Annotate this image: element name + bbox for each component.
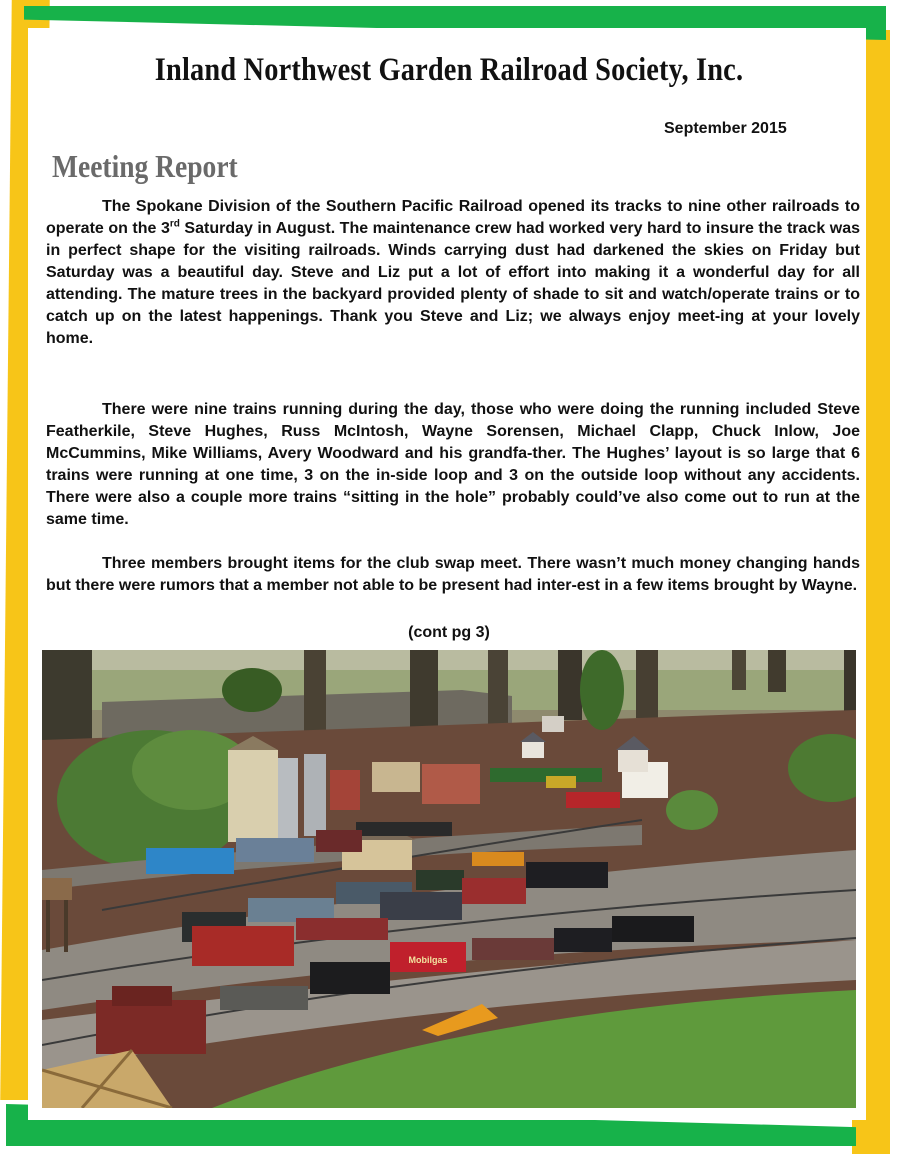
- paragraph-3-text: Three members brought items for the club swap meet. There wasn’t much money changing hands but there were rumors that a member not able to be present had inter-est in a few items brought by Wayne.: [46, 555, 860, 594]
- section-heading: Meeting Report: [52, 148, 238, 184]
- article-paragraph-2: [46, 399, 860, 531]
- paragraph-2-text: There were nine trains running during the day, those who were doing the running included Steve Featherkile, Steve Hughes, Russ McIntosh, Wayne Sorensen, Michael Clapp, Chuck Inlow, Joe McCummins, Mike Williams, Avery Woodward and his grandfa-ther. The Hughes’ layout is so large that 6 trains were running at one time, 3 on the in-side loop and 3 on the outside loop without any accidents. There were also a couple more trains “sitting in the hole” probably could’ve also come out to run at the same time.: [46, 401, 860, 528]
- newsletter-title: Inland Northwest Garden Railroad Society, Inc.: [154, 52, 744, 88]
- tank-car-lettering: Mobilgas: [408, 955, 448, 965]
- paragraph-1-text-end: Saturday in August. The maintenance crew had worked very hard to insure the track was in perfect shape for the visiting railroads. Winds carrying dust had darkened the skies on Friday but Saturday was a beautiful day. Steve and Liz put a lot of effort into making it a wonderful day for all attending. The mature trees in the backyard provided plenty of shade to sit and watch/operate trains or to catch up on the latest happenings. Thank you Steve and Liz; we always enjoy meet-ing at your lovely home.: [46, 220, 861, 347]
- article-paragraph-1: [46, 196, 860, 350]
- garden-railroad-photo: [42, 650, 856, 1108]
- article-paragraph-3: [46, 553, 860, 597]
- continued-note: (cont pg 3): [408, 624, 490, 641]
- issue-date: September 2015: [664, 120, 787, 137]
- paragraph-1-text-start: The Spokane Division of the Southern Pacific Railroad opened its tracks to nine other railroads to operate on the 3: [46, 198, 860, 237]
- ordinal-suffix: rd: [169, 218, 180, 230]
